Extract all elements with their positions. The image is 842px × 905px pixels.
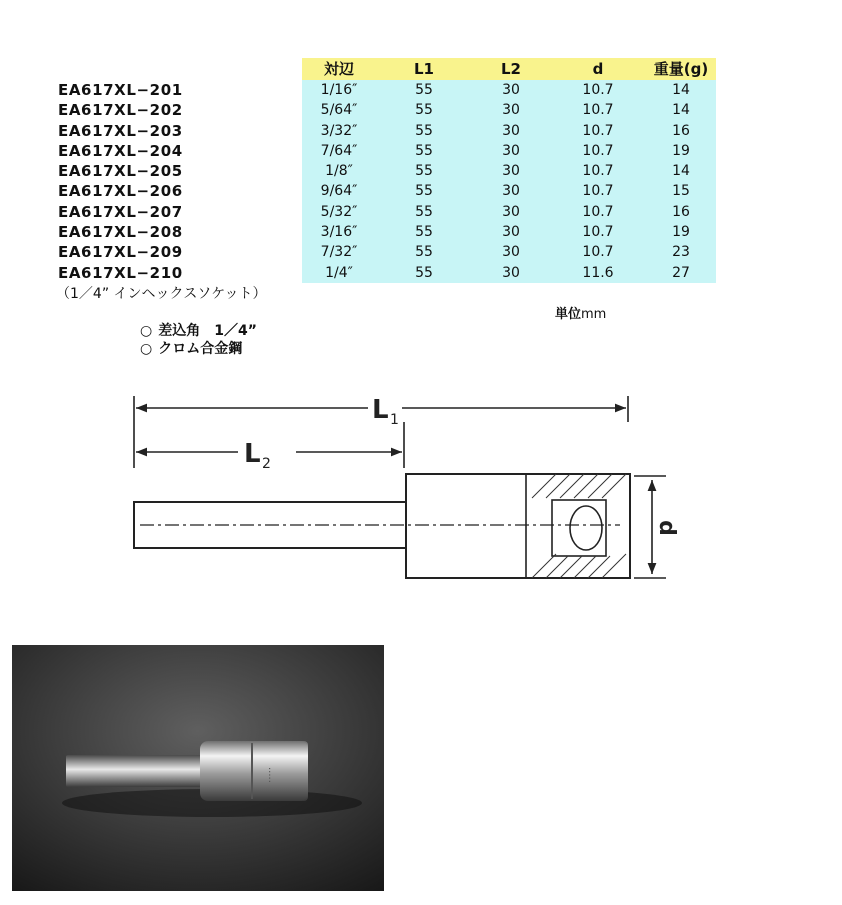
dimension-drawing — [120, 382, 680, 592]
d-cell: 10.7 — [582, 163, 614, 180]
width-across-flats-cell: 1/16″ — [320, 82, 358, 98]
width-across-flats-cell: 3/32″ — [320, 122, 358, 139]
l2-cell: 30 — [502, 244, 520, 261]
d-cell: 10.7 — [582, 224, 614, 241]
l2-cell: 30 — [502, 142, 520, 159]
weight-cell: 19 — [672, 224, 690, 241]
width-across-flats-cell: 7/32″ — [320, 244, 358, 261]
model-number: EA617XL−210 — [58, 263, 183, 282]
width-across-flats-cell: 5/64″ — [320, 102, 358, 119]
model-number: EA617XL−205 — [58, 162, 183, 181]
spec-table-body — [302, 80, 716, 283]
l1-cell: 55 — [415, 224, 433, 241]
weight-cell: 19 — [672, 142, 690, 159]
d-label: d — [654, 520, 679, 536]
circle-bullet-icon: ○ — [140, 323, 153, 339]
table-row — [302, 121, 716, 141]
product-note: （1／4” インヘックスソケット） — [56, 286, 267, 302]
header-cell-l2: L2 — [501, 60, 521, 78]
width-across-flats-cell: 1/8″ — [325, 163, 353, 180]
width-across-flats-cell: 3/16″ — [320, 224, 358, 241]
weight-cell: 27 — [672, 264, 690, 281]
l1-subscript: 1 — [390, 412, 399, 428]
l1-cell: 55 — [415, 244, 433, 261]
model-number: EA617XL−208 — [58, 223, 183, 242]
product-photo — [12, 645, 384, 891]
d-cell: 10.7 — [582, 244, 614, 261]
table-row — [302, 202, 716, 222]
l2-cell: 30 — [502, 163, 520, 180]
d-cell: 10.7 — [582, 82, 614, 98]
l1-cell: 55 — [415, 102, 433, 119]
model-number: EA617XL−207 — [58, 202, 183, 221]
width-across-flats-cell: 7/64″ — [320, 142, 358, 159]
feature-text: クロム合金鋼 — [158, 341, 243, 357]
svg-text:·····: ····· — [263, 767, 274, 783]
model-number: EA617XL−202 — [58, 101, 183, 120]
width-across-flats-cell: 5/32″ — [320, 203, 358, 220]
d-cell: 10.7 — [582, 183, 614, 200]
unit-value: mm — [581, 307, 607, 322]
table-row — [302, 222, 716, 242]
table-row — [302, 181, 716, 201]
feature-item — [140, 340, 257, 358]
width-across-flats-cell: 9/64″ — [320, 183, 358, 200]
header-cell-l1: L1 — [414, 60, 434, 78]
l1-cell: 55 — [415, 183, 433, 200]
feature-list — [140, 322, 257, 358]
table-row — [302, 242, 716, 262]
width-across-flats-cell: 1/4″ — [325, 264, 353, 281]
feature-text: 差込角 1／4” — [158, 323, 257, 339]
l1-cell: 55 — [415, 142, 433, 159]
d-cell: 10.7 — [582, 203, 614, 220]
d-cell: 10.7 — [582, 142, 614, 159]
unit-label — [555, 303, 606, 322]
d-cell: 10.7 — [582, 122, 614, 139]
l2-label: L — [244, 439, 261, 469]
d-cell: 10.7 — [582, 102, 614, 119]
l2-cell: 30 — [502, 224, 520, 241]
model-number: EA617XL−203 — [58, 121, 183, 140]
l2-cell: 30 — [502, 82, 520, 98]
weight-cell: 14 — [672, 82, 690, 98]
table-row — [302, 80, 716, 100]
circle-bullet-icon: ○ — [140, 341, 153, 357]
table-row — [302, 263, 716, 283]
l1-cell: 55 — [415, 203, 433, 220]
l1-cell: 55 — [415, 163, 433, 180]
unit-label-text: 単位 — [555, 307, 582, 322]
l2-subscript: 2 — [262, 456, 271, 472]
l2-cell: 30 — [502, 183, 520, 200]
spec-table-header — [302, 58, 716, 80]
weight-cell: 14 — [672, 163, 690, 180]
model-number-list — [58, 80, 183, 283]
weight-cell: 23 — [672, 244, 690, 261]
weight-cell: 16 — [672, 122, 690, 139]
header-cell-width-across-flats: 対辺 — [323, 60, 354, 78]
weight-cell: 14 — [672, 102, 690, 119]
weight-cell: 15 — [672, 183, 690, 200]
table-row — [302, 141, 716, 161]
weight-cell: 16 — [672, 203, 690, 220]
model-number: EA617XL−206 — [58, 182, 183, 201]
header-cell-d: d — [592, 60, 604, 78]
header-cell-weight: 重量(g) — [653, 60, 709, 78]
table-row — [302, 100, 716, 120]
model-number: EA617XL−209 — [58, 243, 183, 262]
feature-item — [140, 322, 257, 340]
l1-cell: 55 — [415, 264, 433, 281]
d-cell: 11.6 — [582, 264, 614, 281]
table-row — [302, 161, 716, 181]
l1-label: L — [372, 395, 389, 425]
l1-cell: 55 — [415, 82, 433, 98]
l2-cell: 30 — [502, 122, 520, 139]
l1-cell: 55 — [415, 122, 433, 139]
spec-table — [302, 58, 716, 283]
model-number: EA617XL−201 — [58, 81, 183, 99]
l2-cell: 30 — [502, 203, 520, 220]
l2-cell: 30 — [502, 264, 520, 281]
model-number: EA617XL−204 — [58, 141, 183, 160]
l2-cell: 30 — [502, 102, 520, 119]
